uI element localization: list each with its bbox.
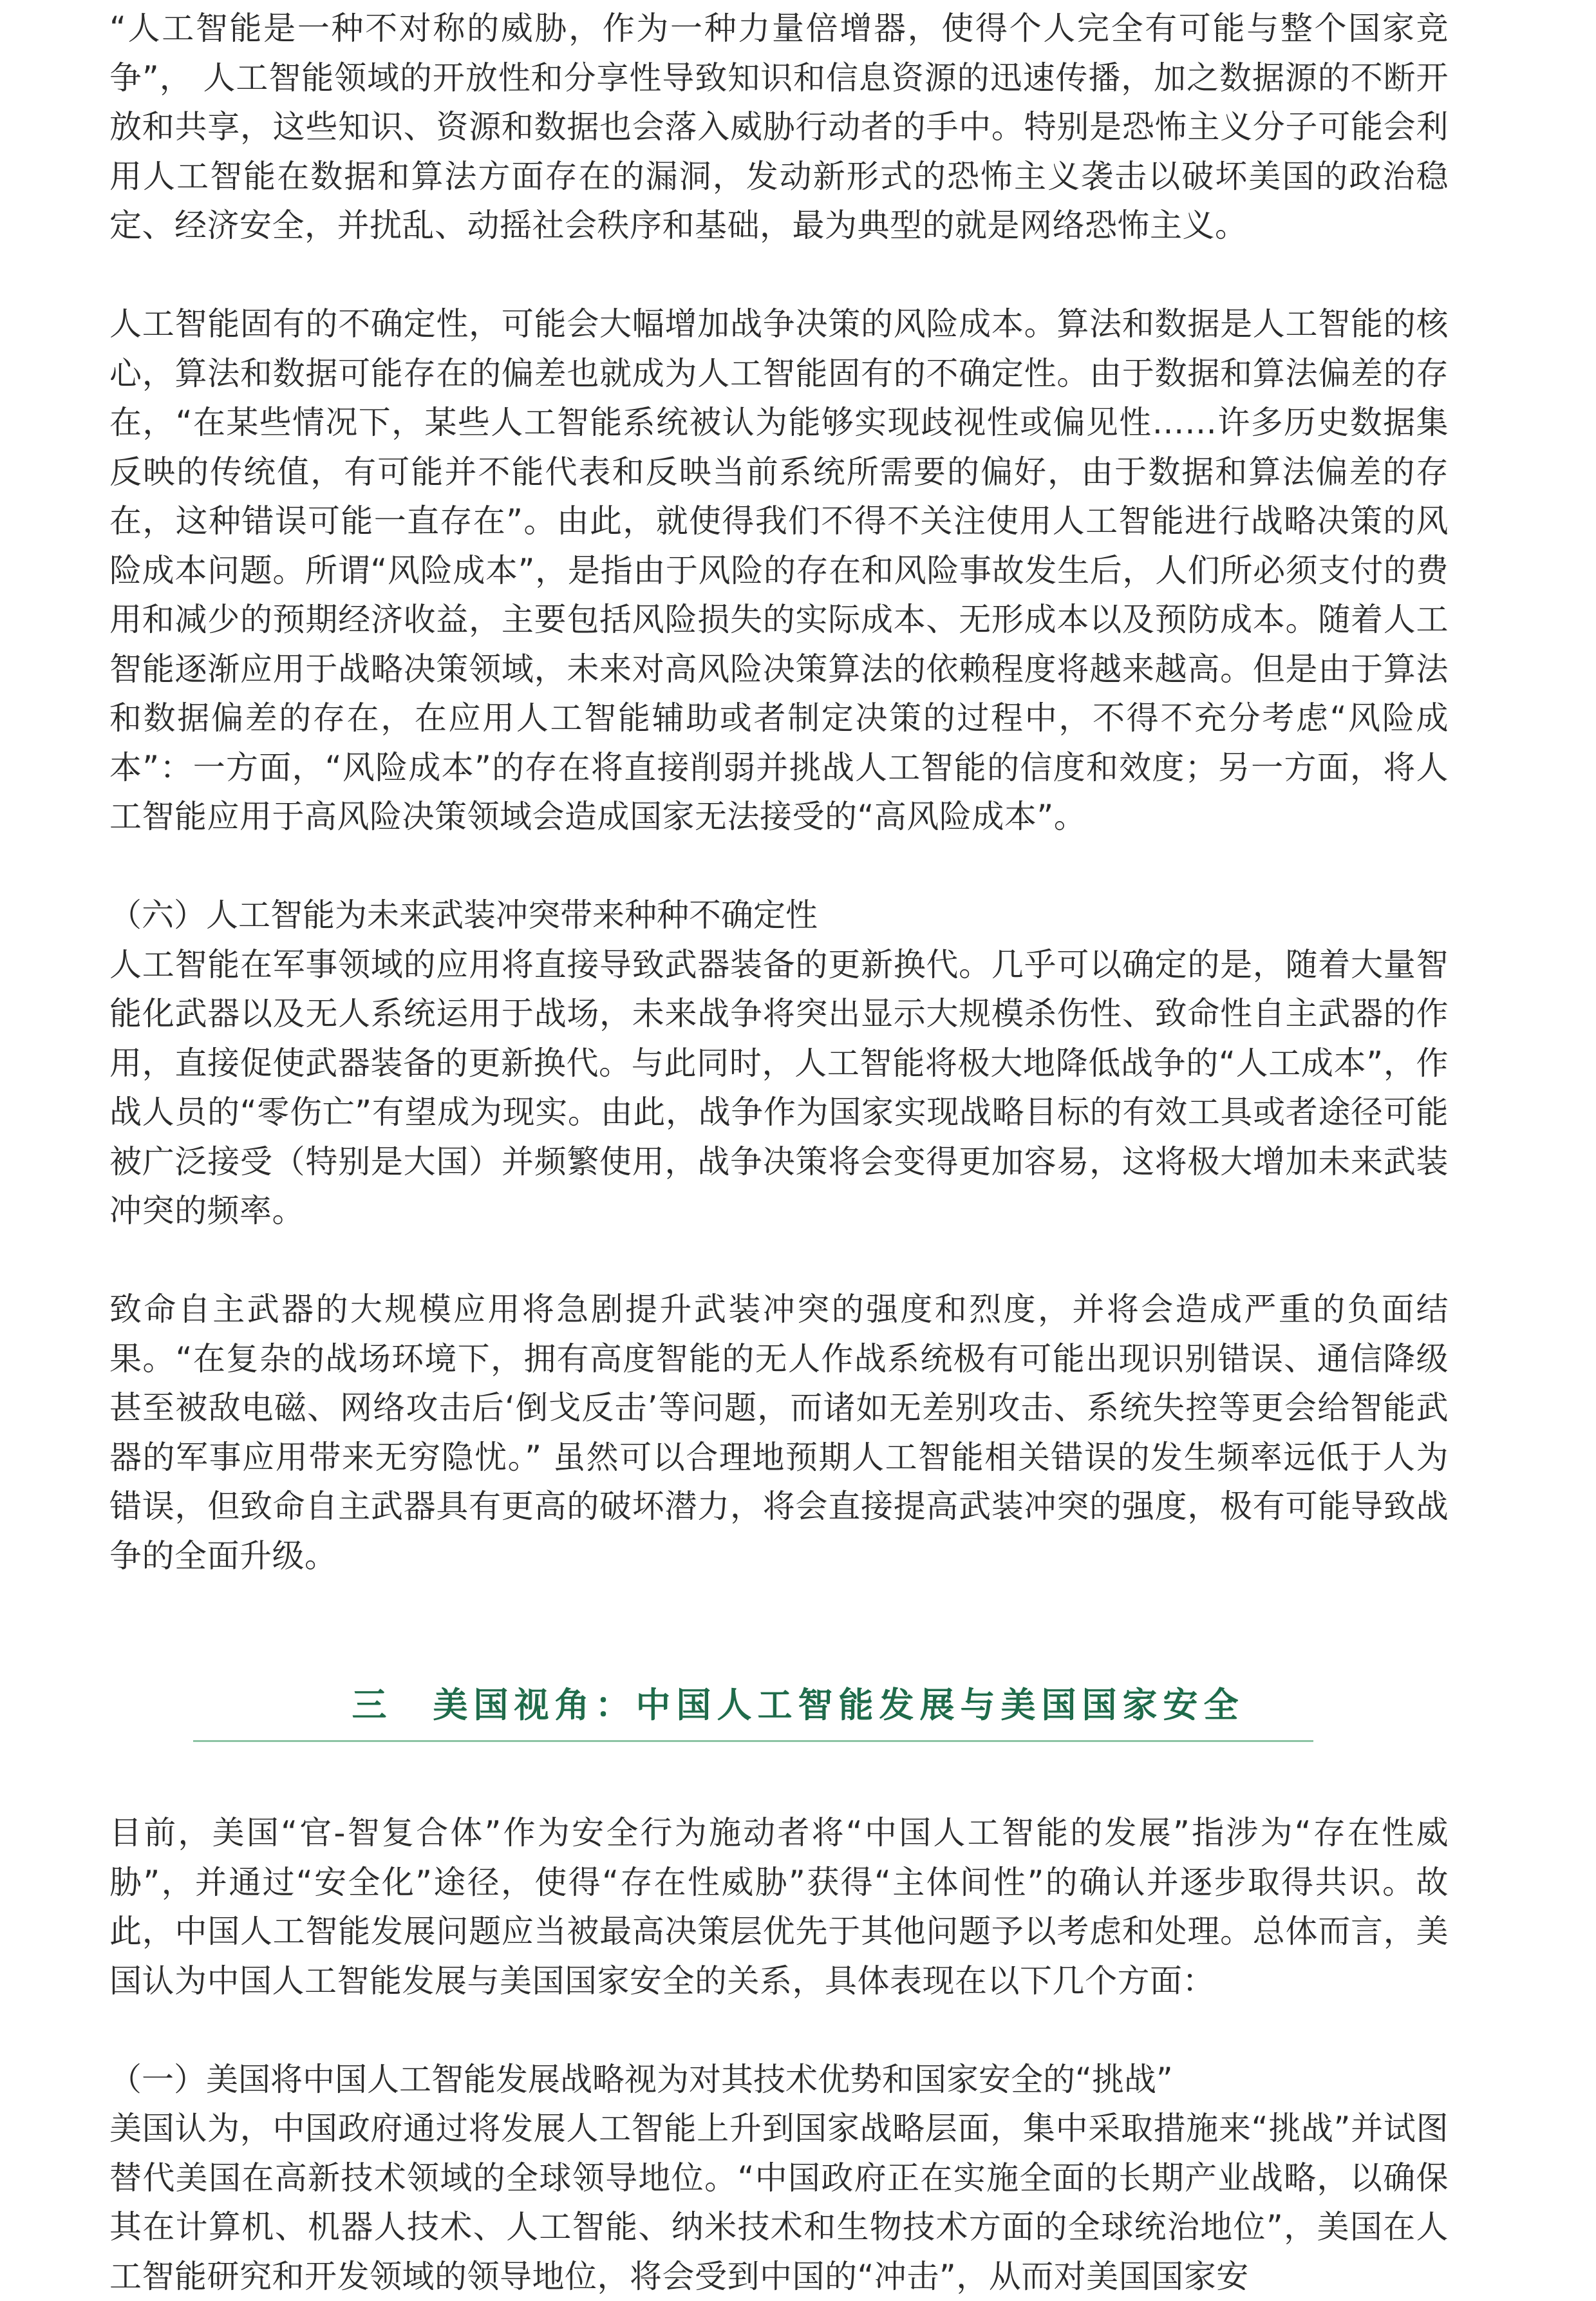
paragraph-ai-uncertainty-risk-cost: 人工智能固有的不确定性，可能会大幅增加战争决策的风险成本。算法和数据是人工智能的核心，算法和数据可能存在的偏差也就成为人工智能固有的不确定性。由于数据和算法偏差的存在，“在某些情况下，某些人工智能系统被认为能够实现歧视性或偏见性……许多历史数据集反映的传统值，有可能并不能代表和反映当前系统所需要的偏好，由于数据和算法偏差的存在，这种错误可能一直存在”。由此，就使得我们不得不关注使用人工智能进行战略决策的风险成本问题。所谓“风险成本”，是指由于风险的存在和风险事故发生后，人们所必须支付的费用和减少的预期经济收益，主要包括风险损失的实际成本、无形成本以及预防成本。随着人工智能逐渐应用于战略决策领域，未来对高风险决策算法的依赖程度将越来越高。但是由于算法和数据偏差的存在，在应用人工智能辅助或者制定决策的过程中，不得不充分考虑“风险成本”：一方面，“风险成本”的存在将直接削弱并挑战人工智能的信度和效度；另一方面，将人工智能应用于高风险决策领域会造成国家无法接受的“高风险成本”。 [109,305,1449,835]
paragraph-ai-asymmetric-threat: “人工智能是一种不对称的威胁，作为一种力量倍增器，使得个人完全有可能与整个国家竞争”， 人工智能领域的开放性和分享性导致知识和信息资源的迅速传播，加之数据源的不断开放和共享，这些知识、资源和数据也会落入威胁行动者的手中。特别是恐怖主义分子可能会利用人工智能在数据和算法方面存在的漏洞，发动新形式的恐怖主义袭击以破坏美国的政治稳定、经济安全，并扰乱、动摇社会秩序和基础，最为典型的就是网络恐怖主义。 [109,10,1449,244]
upper-text-block [109,4,1449,1580]
section-title: 三 美国视角：中国人工智能发展与美国国家安全 [352,1685,1244,1725]
paragraph-weapons-upgrade: 人工智能在军事领域的应用将直接导致武器装备的更新换代。几乎可以确定的是，随着大量智能化武器以及无人系统运用于战场，未来战争将突出显示大规模杀伤性、致命性自主武器的作用，直接促使武器装备的更新换代。与此同时，人工智能将极大地降低战争的“人工成本”，作战人员的“零伤亡”有望成为现实。由此，战争作为国家实现战略目标的有效工具或者途径可能被广泛接受（特别是大国）并频繁使用，战争决策将会变得更加容易，这将极大增加未来武装冲突的频率。 [109,945,1449,1229]
paragraph-gap [109,842,1449,891]
section-title-underline [193,1740,1313,1742]
section-title-container [0,1680,1596,1731]
paragraph-lethal-autonomous-weapons: 致命自主武器的大规模应用将急剧提升武装冲突的强度和烈度，并将会造成严重的负面结果。“在复杂的战场环境下，拥有高度智能的无人作战系统极有可能出现识别错误、通信降级甚至被敌电磁、网络攻击后‘倒戈反击’等问题，而诸如无差别攻击、系统失控等更会给智能武器的军事应用带来无穷隐忧。” 虽然可以合理地预期人工智能相关错误的发生频率远低于人为错误，但致命自主武器具有更高的破坏潜力，将会直接提高武装冲突的强度，极有可能导致战争的全面升级。 [109,1291,1449,1575]
paragraph-china-ai-challenge: 美国认为，中国政府通过将发展人工智能上升到国家战略层面，集中采取措施来“挑战”并试图替代美国在高新技术领域的全球领导地位。“中国政府正在实施全面的长期产业战略，以确保其在计算机、机器人技术、人工智能、纳米技术和生物技术方面的全球统治地位”，美国在人工智能研究和开发领域的领导地位，将会受到中国的“冲击”，从而对美国国家安 [109,2110,1449,2295]
subheading-six: （六）人工智能为未来武装冲突带来种种不确定性 [109,896,818,934]
paragraph-gap [109,251,1449,300]
paragraph-us-perspective-intro: 目前，美国“官-智复合体”作为安全行为施动者将“中国人工智能的发展”指涉为“存在性威胁”，并通过“安全化”途径，使得“存在性威胁”获得“主体间性”的确认并逐步取得共识。故此，中国人工智能发展问题应当被最高决策层优先于其他问题予以考虑和处理。总体而言，美国认为中国人工智能发展与美国国家安全的关系，具体表现在以下几个方面： [109,1814,1449,2000]
lower-text-block [109,1808,1449,2301]
paragraph-gap [109,2005,1449,2055]
subheading-one: （一）美国将中国人工智能发展战略视为对其技术优势和国家安全的“挑战” [109,2060,1173,2098]
paragraph-gap [109,1236,1449,1285]
